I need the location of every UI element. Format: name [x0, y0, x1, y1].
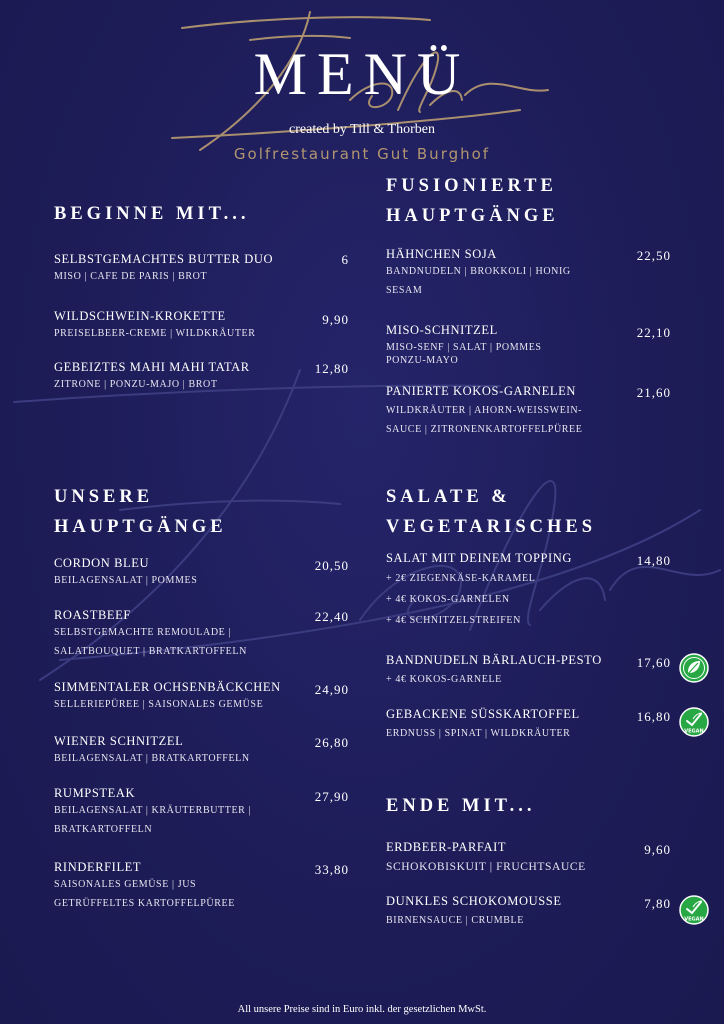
menu-item	[54, 859, 235, 913]
item-price: 9,60	[644, 842, 671, 857]
section-title-line: UNSERE	[54, 487, 154, 507]
item-price: 22,40	[314, 609, 349, 624]
item-name: ROASTBEEF	[54, 608, 131, 622]
item-name: DUNKLES SCHOKOMOUSSE	[386, 894, 562, 908]
item-desc: SELBSTGEMACHTE REMOULADE |	[54, 627, 232, 638]
menu-item	[386, 322, 542, 367]
item-desc: BEILAGENSALAT | POMMES	[54, 575, 198, 586]
section-title-line: HAUPTGÄNGE	[386, 206, 559, 226]
item-desc: SAISONALES GEMÜSE | JUS	[54, 879, 197, 890]
item-desc: + 4€ SCHNITZELSTREIFEN	[386, 615, 521, 626]
item-name: BANDNUDELN BÄRLAUCH-PESTO	[386, 653, 602, 667]
section-title-mains	[54, 482, 227, 542]
menu-item	[54, 607, 247, 661]
item-name: SIMMENTALER OCHSENBÄCKCHEN	[54, 680, 281, 694]
restaurant-name: Golfrestaurant Gut Burghof	[233, 145, 491, 163]
menu-item	[386, 652, 602, 689]
section-title-line: HAUPTGÄNGE	[54, 517, 227, 537]
item-price: 22,10	[636, 325, 671, 340]
item-price: 33,80	[314, 862, 349, 877]
item-name: RUMPSTEAK	[54, 786, 136, 800]
menu-item	[54, 785, 251, 839]
item-desc: SESAM	[386, 285, 423, 296]
item-desc: BIRNENSAUCE | CRUMBLE	[386, 915, 524, 926]
item-name: WIENER SCHNITZEL	[54, 734, 184, 748]
item-name: PANIERTE KOKOS-GARNELEN	[386, 384, 577, 398]
item-desc: BANDNUDELN | BROKKOLI | HONIG	[386, 266, 571, 277]
section-title-fusion	[386, 171, 559, 231]
credit-line: created by Till & Thorben	[289, 122, 435, 137]
item-desc: SALATBOUQUET | BRATKARTOFFELN	[54, 646, 247, 657]
item-desc: + 2€ ZIEGENKÄSE-KARAMEL	[386, 573, 536, 584]
item-desc: BRATKARTOFFELN	[54, 824, 153, 835]
vegan-badge-label: VEGAN	[684, 916, 704, 923]
item-name: WILDSCHWEIN-KROKETTE	[54, 309, 226, 323]
item-desc: + 4€ KOKOS-GARNELE	[386, 674, 502, 685]
page-title: MENÜ	[253, 41, 471, 107]
item-name: HÄHNCHEN SOJA	[386, 247, 497, 261]
item-desc: BEILAGENSALAT | BRATKARTOFFELN	[54, 753, 250, 764]
item-name: CORDON BLEU	[54, 556, 150, 570]
item-desc: ZITRONE | PONZU-MAJO | BROT	[54, 379, 218, 390]
item-desc: SCHOKOBISKUIT | FRUCHTSAUCE	[386, 861, 586, 873]
item-price: 7,80	[644, 896, 671, 911]
footer-note: All unsere Preise sind in Euro inkl. der gesetzlichen MwSt.	[237, 1004, 487, 1015]
item-desc: MISO-SENF | SALAT | POMMES	[386, 342, 542, 353]
menu-item	[386, 246, 571, 300]
menu-item	[386, 893, 562, 930]
menu-item	[386, 839, 586, 879]
menu-item	[54, 733, 250, 768]
vegan-badge-label: VEGAN	[684, 728, 704, 735]
menu-item	[54, 679, 281, 714]
menu-item	[54, 555, 197, 590]
item-name: GEBEIZTES MAHI MAHI TATAR	[54, 360, 250, 374]
section-title-line: FUSIONIERTE	[386, 176, 557, 196]
item-price: 22,50	[636, 248, 671, 263]
item-desc: GETRÜFFELTES KARTOFFELPÜREE	[54, 898, 235, 909]
item-desc: + 4€ KOKOS-GARNELEN	[386, 594, 510, 605]
menu-item	[54, 308, 256, 343]
section-title-line: SALATE &	[386, 487, 511, 507]
menu-item	[54, 251, 273, 286]
item-desc: PONZU-MAYO	[386, 355, 459, 366]
item-desc: ERDNUSS | SPINAT | WILDKRÄUTER	[386, 728, 571, 739]
item-price: 20,50	[314, 558, 349, 573]
vegan-icon	[679, 707, 709, 737]
menu-item	[386, 706, 580, 743]
item-price: 24,90	[314, 682, 349, 697]
item-name: SELBSTGEMACHTES BUTTER DUO	[54, 252, 274, 266]
item-name: GEBACKENE SÜSSKARTOFFEL	[386, 707, 580, 721]
item-price: 27,90	[314, 789, 349, 804]
item-price: 9,90	[322, 312, 349, 327]
item-price: 16,80	[636, 709, 671, 724]
item-desc: SELLERIEPÜREE | SAISONALES GEMÜSE	[54, 699, 264, 710]
vegan-icon	[679, 895, 709, 925]
item-price: 6	[341, 252, 349, 267]
item-name: ERDBEER-PARFAIT	[386, 840, 507, 854]
item-desc: BEILAGENSALAT | KRÄUTERBUTTER |	[54, 805, 252, 816]
section-title-salads	[386, 482, 596, 542]
item-name: RINDERFILET	[54, 860, 142, 874]
item-price: 12,80	[314, 361, 349, 376]
menu-item	[386, 383, 582, 439]
item-price: 26,80	[314, 735, 349, 750]
item-desc: PREISELBEER-CREME | WILDKRÄUTER	[54, 328, 256, 339]
vegetarian-icon	[679, 653, 709, 683]
section-title-line: VEGETARISCHES	[386, 517, 596, 537]
item-desc: SAUCE | ZITRONENKARTOFFELPÜREE	[386, 424, 583, 435]
item-price: 21,60	[636, 385, 671, 400]
item-desc: MISO | CAFE DE PARIS | BROT	[54, 271, 208, 282]
section-title-starters: BEGINNE MIT...	[54, 204, 250, 224]
item-price: 14,80	[636, 553, 671, 568]
menu-item	[386, 550, 572, 631]
item-name: MISO-SCHNITZEL	[386, 323, 498, 337]
item-desc: WILDKRÄUTER | AHORN-WEISSWEIN-	[386, 405, 583, 416]
item-name: SALAT MIT DEINEM TOPPING	[386, 551, 573, 565]
section-title-desserts: ENDE MIT...	[386, 796, 536, 816]
item-price: 17,60	[636, 655, 671, 670]
menu-item	[54, 359, 250, 394]
